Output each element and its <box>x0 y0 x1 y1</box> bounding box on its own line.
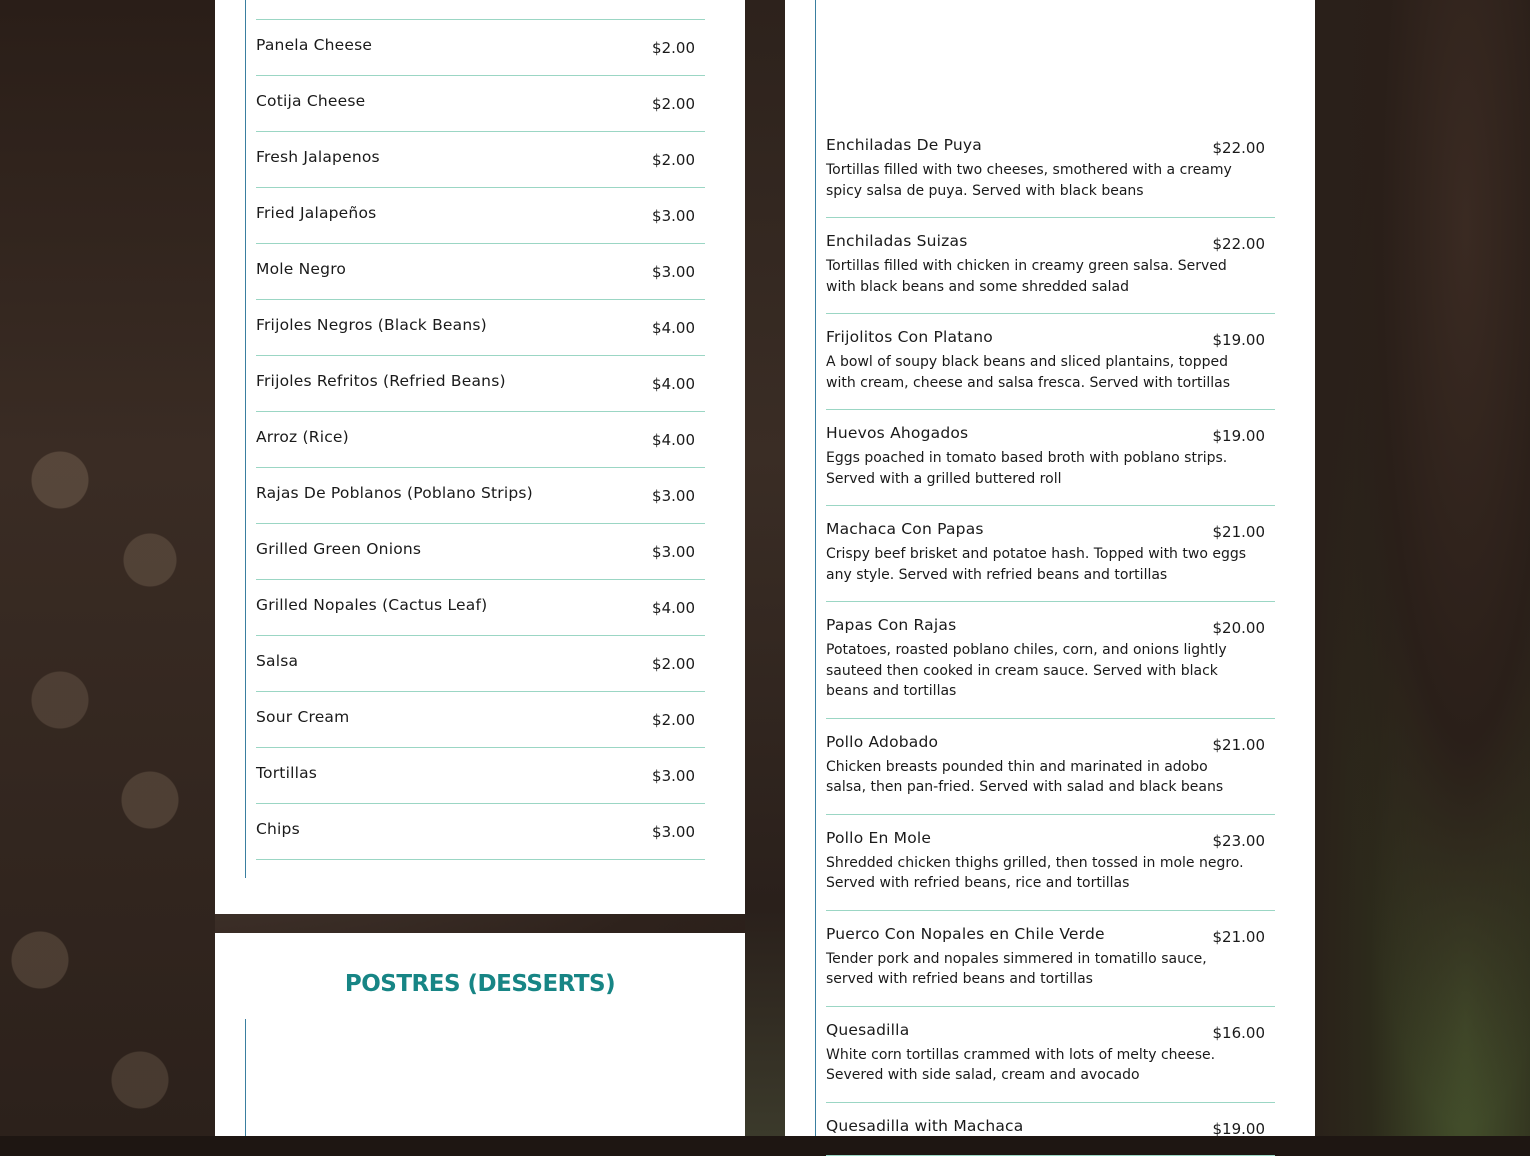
menu-item-price: $2.00 <box>652 655 695 673</box>
menu-item-name: Quesadilla <box>826 1020 910 1039</box>
menu-item-name: Quesadilla with Machaca <box>826 1116 1024 1135</box>
menu-item-name: Panela Cheese <box>256 36 373 54</box>
menu-item-description: Eggs poached in tomato based broth with poblano strips. Served with a grilled buttered roll <box>826 450 1228 487</box>
menu-item-price: $22.00 <box>1212 235 1265 253</box>
background-middle <box>745 0 785 1136</box>
menu-item-row <box>256 804 705 860</box>
menu-item-row <box>256 132 705 188</box>
menu-item-description: Chicken breasts pounded thin and marinated in adobo salsa, then pan-fried. Served with salad and black beans <box>826 758 1224 795</box>
menu-item-price: $16.00 <box>1212 1023 1265 1042</box>
menu-item-row <box>826 506 1275 602</box>
desserts-section-title: POSTRES (DESSERTS) <box>344 971 616 997</box>
menu-item-row <box>256 580 705 636</box>
menu-item-name: Frijolitos Con Platano <box>826 328 993 346</box>
menu-item-header <box>826 925 1275 947</box>
menu-item-price: $3.00 <box>652 263 695 281</box>
menu-item-header <box>826 733 1275 755</box>
menu-item-description: Potatoes, roasted poblano chiles, corn, and onions lightly sauteed then cooked in cream sauce. Served with black beans and tortillas <box>826 642 1227 699</box>
menu-item-row <box>826 602 1275 719</box>
menu-item-price: $21.00 <box>1212 735 1265 754</box>
menu-item-price: $4.00 <box>652 599 695 617</box>
menu-item-price: $23.00 <box>1212 831 1265 850</box>
sides-menu-panel <box>215 0 745 914</box>
menu-item-header <box>826 829 1275 851</box>
menu-item-price: $2.00 <box>652 95 695 113</box>
menu-item-row <box>256 244 705 300</box>
menu-item-name: Grilled Green Onions <box>256 540 422 558</box>
menu-item-header <box>826 328 1275 350</box>
menu-item-row <box>256 692 705 748</box>
menu-item-row <box>826 815 1275 911</box>
menu-item-name: Machaca Con Papas <box>826 520 984 538</box>
menu-item-price: $21.00 <box>1212 523 1265 541</box>
menu-item-price: $20.00 <box>1212 619 1265 637</box>
menu-item-row <box>256 20 705 76</box>
menu-item-row <box>826 1103 1275 1156</box>
menu-item-row <box>826 410 1275 506</box>
menu-item-price: $2.00 <box>652 151 695 169</box>
menu-item-header <box>826 520 1275 542</box>
menu-item-description: A bowl of soupy black beans and sliced plantains, topped with cream, cheese and salsa fresca. Served with tortillas <box>826 354 1231 391</box>
menu-item-name: Tortillas <box>256 764 318 782</box>
menu-item-name: Enchiladas De Puya <box>826 136 982 154</box>
panel-divider-line <box>245 0 246 878</box>
mains-list <box>826 128 1275 1156</box>
menu-item-name: Chips <box>256 820 300 838</box>
menu-item-price: $19.00 <box>1212 1119 1265 1138</box>
menu-item-name: Fried Jalapeños <box>256 204 377 222</box>
menu-item-header <box>826 136 1275 158</box>
menu-item-price: $2.00 <box>652 711 695 729</box>
menu-item-header <box>826 1117 1275 1139</box>
background-left <box>0 0 215 1136</box>
menu-item-price: $4.00 <box>652 375 695 393</box>
menu-item-row <box>256 356 705 412</box>
menu-item-name: Sour Cream <box>256 708 350 726</box>
menu-item-header <box>826 1021 1275 1043</box>
menu-item-header <box>826 232 1275 254</box>
panel-divider-line <box>245 1019 246 1136</box>
menu-item-price: $3.00 <box>652 543 695 561</box>
menu-item-price: $3.00 <box>652 767 695 785</box>
menu-item-price: $3.00 <box>652 207 695 225</box>
menu-item-price: $19.00 <box>1212 427 1265 445</box>
menu-item-name: Puerco Con Nopales en Chile Verde <box>826 924 1105 943</box>
menu-item-row <box>826 1007 1275 1103</box>
menu-item-description: White corn tortillas crammed with lots of melty cheese. Severed with side salad, cream and avocado <box>826 1046 1216 1083</box>
menu-item-price: $19.00 <box>1212 331 1265 349</box>
menu-item-header <box>826 424 1275 446</box>
menu-item-row <box>256 76 705 132</box>
menu-item-row <box>256 300 705 356</box>
menu-item-row <box>256 468 705 524</box>
desserts-menu-panel <box>215 933 745 1136</box>
mains-menu-panel <box>785 0 1315 1136</box>
menu-item-row <box>256 412 705 468</box>
menu-item-row <box>826 128 1275 218</box>
menu-item-name: Salsa <box>256 652 299 670</box>
menu-item-row <box>256 748 705 804</box>
menu-item-name: Grilled Nopales (Cactus Leaf) <box>256 596 488 614</box>
menu-item-description: Tortillas filled with chicken in creamy green salsa. Served with black beans and some shredded salad <box>826 258 1227 295</box>
menu-item-name: Fresh Jalapenos <box>256 148 380 166</box>
menu-item-name: Arroz (Rice) <box>256 428 349 446</box>
menu-item-description: Tender pork and nopales simmered in tomatillo sauce, served with refried beans and tortillas <box>826 950 1207 987</box>
menu-item-name: Mole Negro <box>256 260 347 278</box>
menu-item-name: Papas Con Rajas <box>826 616 957 634</box>
menu-item-price: $21.00 <box>1212 927 1265 946</box>
menu-item-price: $3.00 <box>652 487 695 505</box>
menu-item-name: Huevos Ahogados <box>826 424 969 442</box>
menu-item-price: $22.00 <box>1212 139 1265 157</box>
menu-item-row <box>826 719 1275 815</box>
menu-item-price: $3.00 <box>652 823 695 841</box>
menu-item-row <box>826 218 1275 314</box>
menu-item-price: $4.00 <box>652 319 695 337</box>
menu-item-price: $4.00 <box>652 431 695 449</box>
menu-item-row <box>256 524 705 580</box>
menu-item-header <box>826 616 1275 638</box>
menu-item-row <box>826 314 1275 410</box>
menu-item-name: Frijoles Negros (Black Beans) <box>256 316 487 334</box>
menu-item-description: Tortillas filled with two cheeses, smothered with a creamy spicy salsa de puya. Served with black beans <box>826 162 1232 199</box>
background-right <box>1315 0 1530 1136</box>
menu-item-row <box>826 911 1275 1007</box>
sides-list <box>256 19 705 860</box>
menu-item-name: Frijoles Refritos (Refried Beans) <box>256 372 506 390</box>
menu-item-name: Enchiladas Suizas <box>826 232 968 250</box>
menu-item-row <box>256 188 705 244</box>
menu-item-name: Pollo Adobado <box>826 732 939 751</box>
panel-divider-line <box>815 0 816 1136</box>
menu-item-row <box>256 636 705 692</box>
menu-item-price: $2.00 <box>652 39 695 57</box>
menu-item-name: Cotija Cheese <box>256 92 366 110</box>
menu-item-name: Pollo En Mole <box>826 828 932 847</box>
menu-item-description: Shredded chicken thighs grilled, then tossed in mole negro. Served with refried beans, rice and tortillas <box>826 854 1244 891</box>
menu-item-description: Crispy beef brisket and potatoe hash. Topped with two eggs any style. Served with refried beans and tortillas <box>826 546 1247 583</box>
menu-item-name: Rajas De Poblanos (Poblano Strips) <box>256 484 533 502</box>
